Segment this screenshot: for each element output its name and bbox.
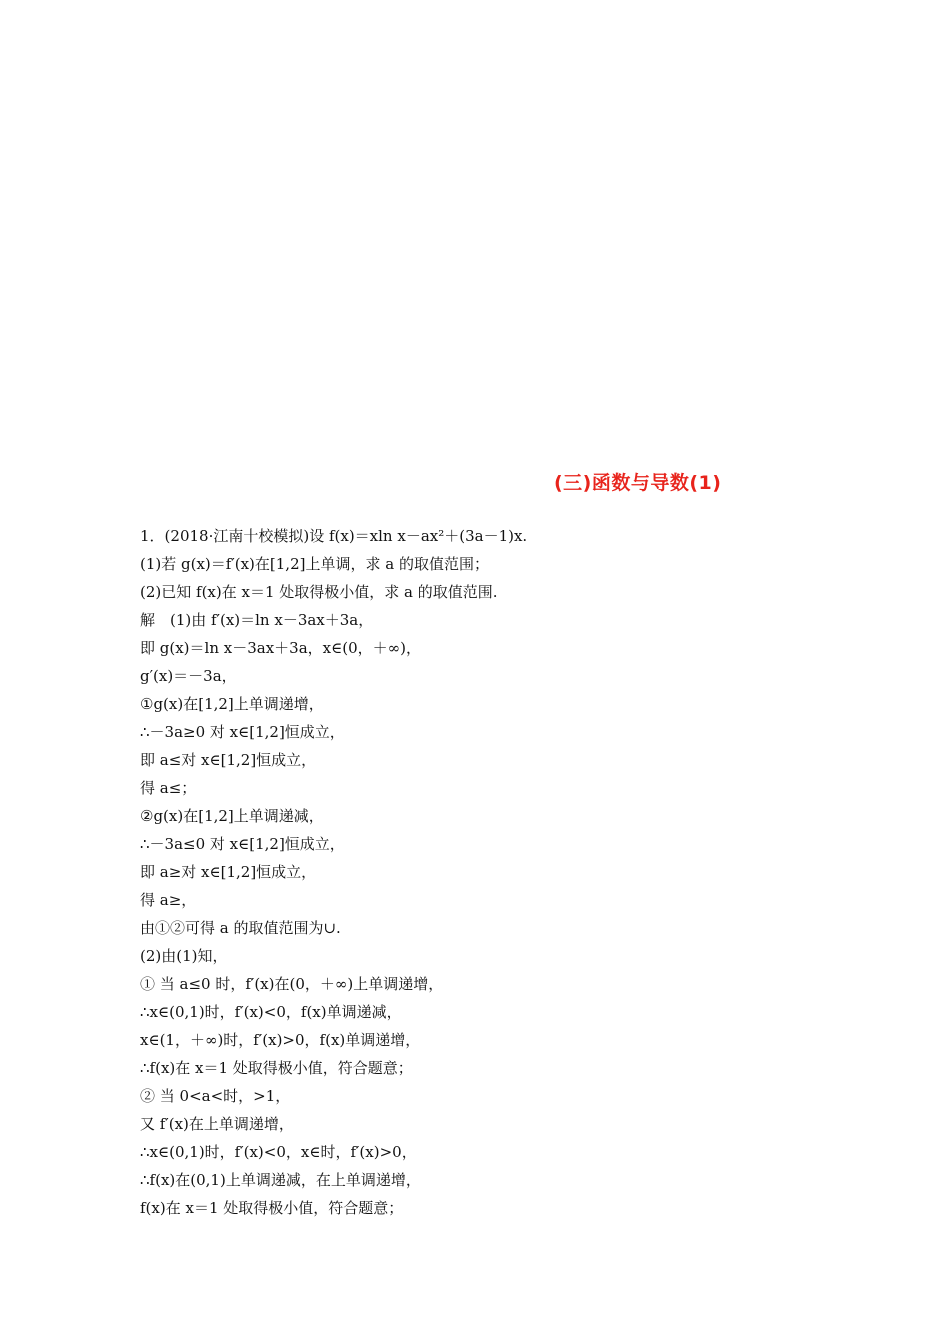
solution-line: 即 a≥对 x∈[1,2]恒成立， bbox=[140, 863, 317, 881]
solution-line: 由①②可得 a 的取值范围为∪. bbox=[140, 919, 341, 937]
solution-line: ∴f(x)在(0,1)上单调递减，在上单调递增， bbox=[140, 1171, 421, 1189]
solution-line: 得 a≥， bbox=[140, 891, 197, 909]
solution-line: g′(x)＝－3a， bbox=[140, 667, 237, 685]
solution-line: ∴－3a≥0 对 x∈[1,2]恒成立， bbox=[140, 723, 345, 741]
solution-line: ①g(x)在[1,2]上单调递增， bbox=[140, 695, 324, 713]
solution-text bbox=[140, 522, 840, 1222]
problem-statement: 1．(2018·江南十校模拟)设 f(x)＝xln x－ax²＋(3a－1)x. bbox=[140, 527, 528, 545]
solution-line: 得 a≤； bbox=[140, 779, 197, 797]
solution-line: 即 a≤对 x∈[1,2]恒成立， bbox=[140, 751, 317, 769]
solution-line: (2)由(1)知， bbox=[140, 947, 228, 965]
solution-line: 解 (1)由 f′(x)＝ln x－3ax＋3a， bbox=[140, 611, 374, 629]
solution-line: ① 当 a≤0 时，f′(x)在(0，＋∞)上单调递增， bbox=[140, 975, 444, 993]
solution-line: ② 当 0<a<时，>1， bbox=[140, 1087, 291, 1105]
question-part-1: (1)若 g(x)＝f′(x)在[1,2]上单调，求 a 的取值范围； bbox=[140, 555, 489, 573]
solution-line: f(x)在 x＝1 处取得极小值，符合题意； bbox=[140, 1199, 404, 1217]
solution-line: 即 g(x)＝ln x－3ax＋3a，x∈(0，＋∞)， bbox=[140, 639, 421, 657]
solution-line: ∴f(x)在 x＝1 处取得极小值，符合题意； bbox=[140, 1059, 413, 1077]
question-part-2: (2)已知 f(x)在 x＝1 处取得极小值，求 a 的取值范围. bbox=[140, 583, 498, 601]
solution-line: ∴x∈(0,1)时，f′(x)<0，x∈时，f′(x)>0， bbox=[140, 1143, 417, 1161]
solution-line: ∴－3a≤0 对 x∈[1,2]恒成立， bbox=[140, 835, 345, 853]
section-title: (三)函数与导数(1) bbox=[554, 472, 722, 494]
solution-line: ②g(x)在[1,2]上单调递减， bbox=[140, 807, 324, 825]
solution-line: 又 f′(x)在上单调递增， bbox=[140, 1115, 294, 1133]
solution-line: x∈(1，＋∞)时，f′(x)>0，f(x)单调递增， bbox=[140, 1031, 421, 1049]
solution-line: ∴x∈(0,1)时，f′(x)<0，f(x)单调递减， bbox=[140, 1003, 402, 1021]
